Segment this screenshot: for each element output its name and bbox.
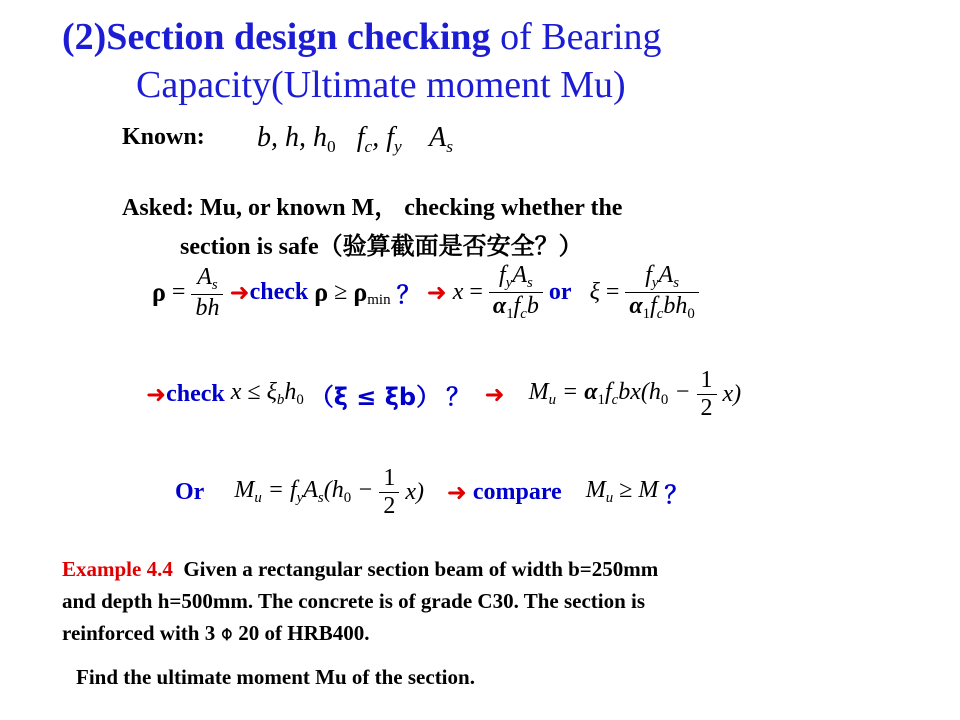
known-variables: b, h, $h_0$ $f_c$, $f_y$ $A_s$ [257,122,454,157]
example-line-1 [62,557,658,582]
check-label-2: check [166,381,225,407]
xi-condition: （ξ ≤ ξb） [309,383,441,411]
example-line-2: and depth h=500mm. The concrete is of grade C30. The section is [62,589,646,613]
rho-fraction: $\frac{A_s}{bh}$ [191,264,223,322]
question-mark-1: ？ [396,281,421,310]
formula-row-2: ➜check $x \le \xi_bh_0$ （ξ ≤ ξb） ？ ➜ $M_u = \alpha_1f_cbx(h_0$ − $\frac{1}{2}$ x) [146,367,742,421]
slide-title [62,14,662,60]
slide-title-line2: Capacity(Ultimate moment Mu) [136,64,626,106]
question-mark-2: ？ [446,383,471,411]
half-fraction: $\frac{1}{2}$ [379,465,399,520]
arrow-icon: ➜ [476,380,505,409]
title-bold-part: (2)Section design checking [62,16,491,58]
half-fraction: $\frac{1}{2}$ [697,367,717,422]
or-label-2: Or [175,479,205,505]
asked-line2: section is safe（验算截面是否安全？） [180,234,583,260]
arrow-icon: ➜ [229,278,250,307]
question-mark-3: ？ [664,481,689,509]
title-normal-part: of Bearing [500,16,662,58]
example-line1-text: Given a rectangular section beam of width b=250mm [183,557,659,581]
arrow-icon: ➜ [426,278,447,307]
formula-row-1: ρ = $\frac{A_s}{bh}$ ➜check $\rho \ge \rho_{min}$ ？ ➜ x = $\frac{f_yA_s}{\alpha_1f_cb}$ or ξ = $\frac{f_yA_s}{\alpha_1f_cbh_0}$ [152,262,699,342]
example-label: Example 4.4 [62,557,173,581]
formula-row-3: Or $M_u = f_yA_s(h_0$ − $\frac{1}{2}$ x) ➜ compare $M_u \ge M$ ？ [175,465,689,519]
xi-fraction: $\frac{f_yA_s}{\alpha_1f_cbh_0}$ [625,262,698,323]
known-label: Known: [122,124,205,150]
find-statement: Find the ultimate moment Mu of the section. [76,665,475,689]
or-label-1: or [548,279,572,306]
check-label-1: check [249,279,309,306]
asked-line1: Asked: Mu, or known M， checking whether the [122,195,623,221]
example-line-3: reinforced with 3 ⌽ 20 of HRB400. [62,621,370,645]
compare-label: compare [472,479,562,505]
x-fraction: $\frac{f_yA_s}{\alpha_1f_cb}$ [489,262,543,323]
arrow-icon: ➜ [146,380,167,409]
arrow-icon: ➜ [430,478,467,507]
